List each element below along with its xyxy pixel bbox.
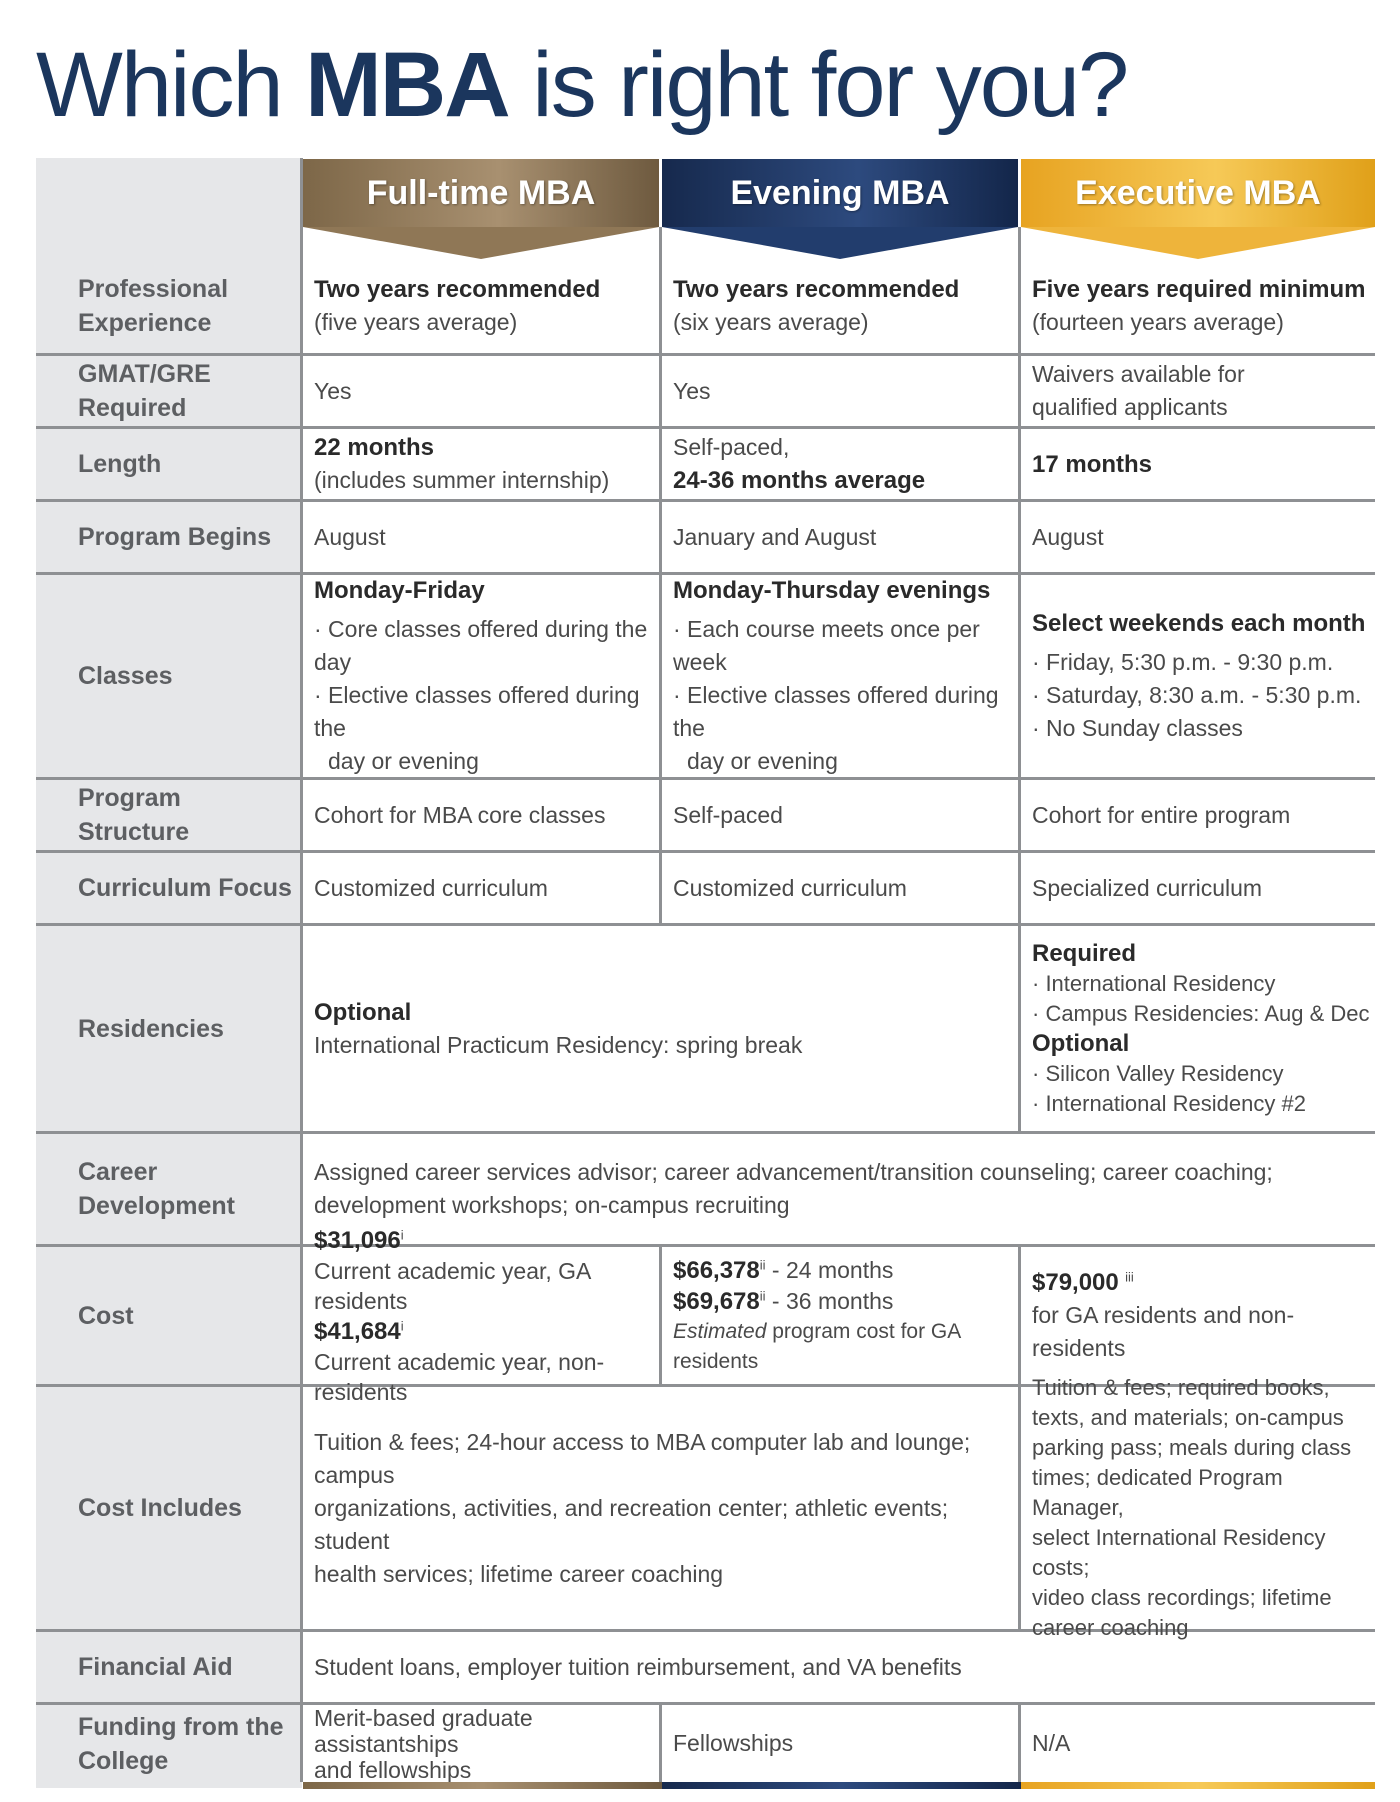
cell-residencies-executive: Required · International Residency · Campus Residencies: Aug & Dec Optional · Silicon Valley Residency · International Residency #2 — [1032, 939, 1370, 1116]
column-divider — [659, 1244, 662, 1384]
cell-classes-evening: Monday-Thursday evenings · Each course meets once per week · Elective classes offered during the day or evening — [673, 577, 999, 774]
label-cost-includes: Cost Includes — [78, 1494, 242, 1522]
cell-funding-executive: N/A — [1032, 1730, 1071, 1756]
full-time-mba-header: Full-time MBA — [303, 159, 659, 227]
cell-cost-evening: $66,378$^{ii}$ - 24 months $69,678$^{ii}$ - 36 months Estimated program cost for GA residents — [673, 1256, 961, 1373]
cell-cost-full-time: $31,096$^i$ Current academic year, GA residents $41,684$^i$ Current academic year, non-residents — [314, 1226, 605, 1405]
evening-mba-header: Evening MBA — [662, 159, 1018, 227]
cell-includes-executive: Tuition & fees; required books, texts, and materials; on-campus parking pass; meals during class times; dedicated Program Manager, select International Residency costs; video class recordings; lifetime career coaching — [1032, 1375, 1352, 1640]
cell-experience-executive: Five years required minimum (fourteen years average) — [1032, 276, 1366, 335]
cell-gmat-executive: Waivers available for qualified applicants — [1032, 361, 1245, 420]
label-professional-experience: Professional Experience — [78, 275, 229, 337]
full-time-bottom-bar — [303, 1782, 662, 1789]
cell-length-executive: 17 months — [1032, 450, 1153, 478]
label-career-development: Career Development — [78, 1158, 235, 1220]
page-title: Which MBA is right for you? — [36, 34, 1128, 136]
label-funding-from-college: Funding from the College — [78, 1712, 284, 1775]
cell-focus-executive: Specialized curriculum — [1032, 874, 1263, 901]
label-residencies: Residencies — [78, 1014, 224, 1043]
cell-focus-evening: Customized curriculum — [673, 874, 907, 901]
cell-structure-full-time: Cohort for MBA core classes — [314, 801, 606, 828]
cell-aid-all-programs: Student loans, employer tuition reimbursement, and VA benefits — [314, 1653, 962, 1680]
cell-funding-evening: Fellowships — [673, 1730, 794, 1756]
label-cost: Cost — [78, 1301, 134, 1330]
label-length: Length — [78, 450, 162, 478]
full-time-header-pointer — [303, 227, 659, 259]
evening-bottom-bar — [662, 1782, 1021, 1789]
cell-career-all-programs: Assigned career services advisor; career advancement/transition counseling; career coaching; development workshops; on-campus recruiting — [314, 1159, 1273, 1218]
cell-classes-executive: Select weekends each month · Friday, 5:30 p.m. - 9:30 p.m. · Saturday, 8:30 a.m. - 5:30 p.m. · No Sunday classes — [1032, 610, 1366, 741]
label-curriculum-focus: Curriculum Focus — [78, 874, 292, 902]
executive-header-pointer — [1021, 227, 1375, 259]
label-program-structure: Program Structure — [78, 784, 190, 846]
cell-length-evening: Self-paced, 24-36 months average — [673, 434, 926, 494]
column-divider — [300, 158, 303, 1782]
cell-length-full-time: 22 months (includes summer internship) — [314, 434, 610, 493]
label-program-begins: Program Begins — [78, 523, 272, 551]
cell-begins-evening: January and August — [673, 523, 877, 550]
cell-residencies-full-time-evening: Optional International Practicum Residency: spring break — [314, 998, 803, 1058]
column-divider — [1018, 227, 1021, 1131]
executive-mba-header: Executive MBA — [1021, 159, 1375, 227]
cell-structure-executive: Cohort for entire program — [1032, 801, 1291, 828]
column-divider — [659, 1702, 662, 1782]
cell-classes-full-time: Monday-Friday · Core classes offered during the day · Elective classes offered during the day or evening — [314, 577, 648, 774]
label-financial-aid: Financial Aid — [78, 1653, 233, 1681]
cell-cost-executive: $79,000 $^{iii}$ for GA residents and non-residents — [1032, 1269, 1295, 1361]
evening-header-pointer — [662, 227, 1018, 259]
cell-funding-full-time: Merit-based graduate assistantships and fellowships — [314, 1704, 533, 1783]
cell-experience-full-time: Two years recommended (five years average) — [314, 276, 601, 335]
column-divider — [1018, 1702, 1021, 1782]
cell-gmat-evening: Yes — [673, 377, 711, 404]
column-divider — [659, 227, 662, 923]
cell-begins-executive: August — [1032, 523, 1104, 550]
cell-experience-evening: Two years recommended (six years average) — [673, 276, 960, 335]
column-divider — [1018, 1244, 1021, 1629]
cell-focus-full-time: Customized curriculum — [314, 874, 548, 901]
cell-structure-evening: Self-paced — [673, 801, 783, 828]
cell-gmat-full-time: Yes — [314, 377, 352, 404]
cell-begins-full-time: August — [314, 523, 386, 550]
cell-includes-full-time-evening: Tuition & fees; 24-hour access to MBA computer lab and lounge; campus organizations, activities, and recreation center; athletic events; student health services; lifetime career coaching — [314, 1428, 971, 1587]
label-classes: Classes — [78, 662, 173, 690]
label-gmat-gre: GMAT/GRE Required — [78, 360, 211, 422]
executive-bottom-bar — [1021, 1782, 1375, 1789]
